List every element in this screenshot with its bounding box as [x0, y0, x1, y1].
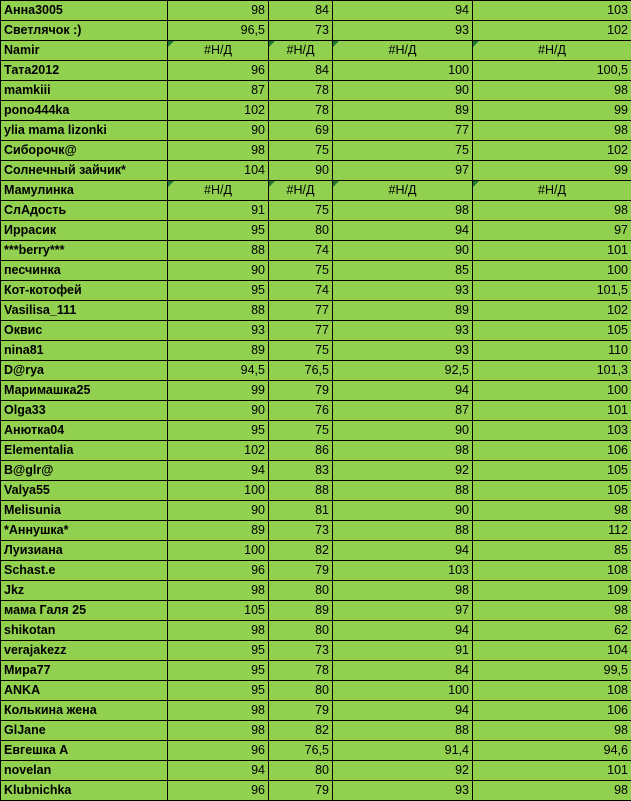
value-cell-col-1[interactable]: 94,5: [168, 361, 269, 381]
value-cell-col-4[interactable]: 103: [473, 1, 631, 21]
table-row: [1, 441, 631, 461]
value-cell-col-4[interactable]: 100: [473, 381, 631, 401]
value-cell-col-4[interactable]: 98: [473, 781, 631, 801]
value-cell-col-1[interactable]: #Н/Д: [168, 181, 269, 201]
value-cell-col-4[interactable]: 99: [473, 161, 631, 181]
value-cell-col-2[interactable]: 73: [269, 521, 333, 541]
table-row: [1, 721, 631, 741]
value-cell-col-2[interactable]: #Н/Д: [269, 41, 333, 61]
table-row: [1, 261, 631, 281]
value-cell-col-4[interactable]: 99: [473, 101, 631, 121]
value-cell-col-3[interactable]: 94: [333, 701, 473, 721]
value-cell-col-1[interactable]: 102: [168, 441, 269, 461]
table-row: [1, 701, 631, 721]
value-cell-col-3[interactable]: 98: [333, 581, 473, 601]
table-row: [1, 1, 631, 21]
name-cell[interactable]: Мира77: [1, 661, 168, 681]
name-cell[interactable]: Кот-котофей: [1, 281, 168, 301]
value-cell-col-3[interactable]: 94: [333, 621, 473, 641]
table-row: [1, 41, 631, 61]
value-cell-col-2[interactable]: 73: [269, 641, 333, 661]
value-cell-col-3[interactable]: 87: [333, 401, 473, 421]
value-cell-col-3[interactable]: 77: [333, 121, 473, 141]
value-cell-col-1[interactable]: 93: [168, 321, 269, 341]
table-row: [1, 381, 631, 401]
value-cell-col-3[interactable]: 90: [333, 81, 473, 101]
value-cell-col-3[interactable]: 92: [333, 461, 473, 481]
value-cell-col-2[interactable]: 84: [269, 1, 333, 21]
value-cell-col-4[interactable]: 104: [473, 641, 631, 661]
value-cell-col-4[interactable]: 101: [473, 761, 631, 781]
name-cell[interactable]: Elementalia: [1, 441, 168, 461]
value-cell-col-2[interactable]: 69: [269, 121, 333, 141]
value-cell-col-4[interactable]: 101: [473, 241, 631, 261]
name-cell[interactable]: Schast.e: [1, 561, 168, 581]
value-cell-col-2[interactable]: 76: [269, 401, 333, 421]
value-cell-col-1[interactable]: 88: [168, 301, 269, 321]
table-row: [1, 221, 631, 241]
table-row: [1, 141, 631, 161]
value-cell-col-4[interactable]: 105: [473, 481, 631, 501]
value-cell-col-4[interactable]: 101,5: [473, 281, 631, 301]
table-row: [1, 81, 631, 101]
value-cell-col-1[interactable]: 95: [168, 421, 269, 441]
name-cell[interactable]: Тата2012: [1, 61, 168, 81]
value-cell-col-2[interactable]: 83: [269, 461, 333, 481]
value-cell-col-3[interactable]: 94: [333, 1, 473, 21]
value-cell-col-4[interactable]: 101: [473, 401, 631, 421]
value-cell-col-2[interactable]: 80: [269, 761, 333, 781]
value-cell-col-1[interactable]: 98: [168, 621, 269, 641]
value-cell-col-3[interactable]: 89: [333, 301, 473, 321]
table-row: [1, 341, 631, 361]
value-cell-col-2[interactable]: 75: [269, 421, 333, 441]
value-cell-col-4[interactable]: #Н/Д: [473, 181, 631, 201]
value-cell-col-2[interactable]: #Н/Д: [269, 181, 333, 201]
value-cell-col-3[interactable]: 93: [333, 321, 473, 341]
value-cell-col-1[interactable]: 100: [168, 481, 269, 501]
value-cell-col-2[interactable]: 79: [269, 781, 333, 801]
table-row: [1, 761, 631, 781]
value-cell-col-1[interactable]: 99: [168, 381, 269, 401]
value-cell-col-4[interactable]: 105: [473, 321, 631, 341]
value-cell-col-3[interactable]: 93: [333, 781, 473, 801]
name-cell[interactable]: Klubnichka: [1, 781, 168, 801]
value-cell-col-2[interactable]: 80: [269, 681, 333, 701]
name-cell[interactable]: Vasilisa_111: [1, 301, 168, 321]
value-cell-col-4[interactable]: 106: [473, 441, 631, 461]
value-cell-col-2[interactable]: 75: [269, 201, 333, 221]
value-cell-col-3[interactable]: 90: [333, 421, 473, 441]
value-cell-col-1[interactable]: 98: [168, 581, 269, 601]
value-cell-col-4[interactable]: 98: [473, 501, 631, 521]
table-row: [1, 161, 631, 181]
value-cell-col-4[interactable]: 102: [473, 141, 631, 161]
table-row: [1, 281, 631, 301]
value-cell-col-4[interactable]: 108: [473, 561, 631, 581]
value-cell-col-2[interactable]: 74: [269, 241, 333, 261]
value-cell-col-1[interactable]: 96: [168, 561, 269, 581]
value-cell-col-2[interactable]: 76,5: [269, 361, 333, 381]
name-cell[interactable]: B@glr@: [1, 461, 168, 481]
value-cell-col-1[interactable]: 102: [168, 101, 269, 121]
value-cell-col-2[interactable]: 79: [269, 701, 333, 721]
name-cell[interactable]: ylia mama lizonki: [1, 121, 168, 141]
value-cell-col-4[interactable]: 98: [473, 721, 631, 741]
value-cell-col-3[interactable]: 103: [333, 561, 473, 581]
value-cell-col-2[interactable]: 78: [269, 661, 333, 681]
name-cell[interactable]: Jkz: [1, 581, 168, 601]
value-cell-col-2[interactable]: 75: [269, 261, 333, 281]
name-cell[interactable]: Valya55: [1, 481, 168, 501]
name-cell[interactable]: ANKA: [1, 681, 168, 701]
table-row: [1, 241, 631, 261]
value-cell-col-3[interactable]: 98: [333, 201, 473, 221]
table-row: [1, 201, 631, 221]
value-cell-col-1[interactable]: 95: [168, 641, 269, 661]
value-cell-col-1[interactable]: 94: [168, 761, 269, 781]
value-cell-col-4[interactable]: 62: [473, 621, 631, 641]
table-row: [1, 181, 631, 201]
value-cell-col-4[interactable]: 105: [473, 461, 631, 481]
value-cell-col-4[interactable]: 98: [473, 121, 631, 141]
value-cell-col-2[interactable]: 88: [269, 481, 333, 501]
value-cell-col-3[interactable]: 97: [333, 161, 473, 181]
value-cell-col-4[interactable]: 98: [473, 81, 631, 101]
value-cell-col-2[interactable]: 77: [269, 321, 333, 341]
name-cell[interactable]: песчинка: [1, 261, 168, 281]
value-cell-col-1[interactable]: 96: [168, 741, 269, 761]
value-cell-col-3[interactable]: 92,5: [333, 361, 473, 381]
value-cell-col-2[interactable]: 75: [269, 341, 333, 361]
table-row: [1, 301, 631, 321]
name-cell[interactable]: Сиборочк@: [1, 141, 168, 161]
value-cell-col-1[interactable]: #Н/Д: [168, 41, 269, 61]
table-row: [1, 421, 631, 441]
value-cell-col-1[interactable]: 95: [168, 661, 269, 681]
value-cell-col-4[interactable]: 99,5: [473, 661, 631, 681]
table-row: [1, 121, 631, 141]
value-cell-col-3[interactable]: 85: [333, 261, 473, 281]
table-row: [1, 401, 631, 421]
value-cell-col-4[interactable]: 110: [473, 341, 631, 361]
value-cell-col-1[interactable]: 95: [168, 681, 269, 701]
name-cell[interactable]: Анютка04: [1, 421, 168, 441]
value-cell-col-1[interactable]: 94: [168, 461, 269, 481]
value-cell-col-3[interactable]: 91: [333, 641, 473, 661]
name-cell[interactable]: novelan: [1, 761, 168, 781]
value-cell-col-3[interactable]: 94: [333, 381, 473, 401]
value-cell-col-4[interactable]: 85: [473, 541, 631, 561]
value-cell-col-1[interactable]: 95: [168, 221, 269, 241]
table-row: [1, 321, 631, 341]
name-cell[interactable]: Иррасик: [1, 221, 168, 241]
value-cell-col-4[interactable]: 106: [473, 701, 631, 721]
name-cell[interactable]: Маримашка25: [1, 381, 168, 401]
value-cell-col-3[interactable]: 90: [333, 501, 473, 521]
value-cell-col-4[interactable]: 108: [473, 681, 631, 701]
value-cell-col-3[interactable]: #Н/Д: [333, 181, 473, 201]
value-cell-col-4[interactable]: 94,6: [473, 741, 631, 761]
name-cell[interactable]: Анна3005: [1, 1, 168, 21]
value-cell-col-2[interactable]: 82: [269, 541, 333, 561]
value-cell-col-1[interactable]: 98: [168, 141, 269, 161]
value-cell-col-1[interactable]: 89: [168, 341, 269, 361]
value-cell-col-3[interactable]: 93: [333, 341, 473, 361]
name-cell[interactable]: ***berry***: [1, 241, 168, 261]
table-row: [1, 641, 631, 661]
value-cell-col-1[interactable]: 90: [168, 121, 269, 141]
value-cell-col-1[interactable]: 96: [168, 781, 269, 801]
value-cell-col-1[interactable]: 105: [168, 601, 269, 621]
value-cell-col-2[interactable]: 80: [269, 581, 333, 601]
value-cell-col-4[interactable]: 100: [473, 261, 631, 281]
name-cell[interactable]: Namir: [1, 41, 168, 61]
value-cell-col-3[interactable]: 97: [333, 601, 473, 621]
value-cell-col-1[interactable]: 104: [168, 161, 269, 181]
value-cell-col-3[interactable]: 88: [333, 521, 473, 541]
value-cell-col-2[interactable]: 82: [269, 721, 333, 741]
value-cell-col-2[interactable]: 80: [269, 621, 333, 641]
value-cell-col-4[interactable]: 101,3: [473, 361, 631, 381]
value-cell-col-2[interactable]: 75: [269, 141, 333, 161]
name-cell[interactable]: СлАдость: [1, 201, 168, 221]
value-cell-col-1[interactable]: 100: [168, 541, 269, 561]
name-cell[interactable]: Мамулинка: [1, 181, 168, 201]
table-row: [1, 601, 631, 621]
table-row: [1, 101, 631, 121]
value-cell-col-2[interactable]: 79: [269, 561, 333, 581]
name-cell[interactable]: Melisunia: [1, 501, 168, 521]
table-row: [1, 621, 631, 641]
value-cell-col-4[interactable]: 112: [473, 521, 631, 541]
value-cell-col-2[interactable]: 74: [269, 281, 333, 301]
value-cell-col-4[interactable]: #Н/Д: [473, 41, 631, 61]
table-row: [1, 361, 631, 381]
value-cell-col-1[interactable]: 98: [168, 1, 269, 21]
value-cell-col-2[interactable]: 80: [269, 221, 333, 241]
value-cell-col-4[interactable]: 102: [473, 21, 631, 41]
name-cell[interactable]: nina81: [1, 341, 168, 361]
table-row: [1, 781, 631, 801]
value-cell-col-3[interactable]: 100: [333, 681, 473, 701]
value-cell-col-2[interactable]: 77: [269, 301, 333, 321]
value-cell-col-3[interactable]: 88: [333, 721, 473, 741]
value-cell-col-3[interactable]: 88: [333, 481, 473, 501]
name-cell[interactable]: Солнечный зайчик*: [1, 161, 168, 181]
value-cell-col-3[interactable]: 90: [333, 241, 473, 261]
value-cell-col-4[interactable]: 103: [473, 421, 631, 441]
name-cell[interactable]: mamkiii: [1, 81, 168, 101]
name-cell[interactable]: GlJane: [1, 721, 168, 741]
value-cell-col-1[interactable]: 98: [168, 721, 269, 741]
value-cell-col-1[interactable]: 96: [168, 61, 269, 81]
value-cell-col-4[interactable]: 97: [473, 221, 631, 241]
name-cell[interactable]: Светлячок :): [1, 21, 168, 41]
value-cell-col-1[interactable]: 89: [168, 521, 269, 541]
value-cell-col-3[interactable]: 100: [333, 61, 473, 81]
value-cell-col-1[interactable]: 90: [168, 501, 269, 521]
table-row: [1, 741, 631, 761]
value-cell-col-3[interactable]: 93: [333, 281, 473, 301]
value-cell-col-2[interactable]: 84: [269, 61, 333, 81]
value-cell-col-1[interactable]: 90: [168, 401, 269, 421]
name-cell[interactable]: Оквис: [1, 321, 168, 341]
name-cell[interactable]: Луизиана: [1, 541, 168, 561]
value-cell-col-2[interactable]: 81: [269, 501, 333, 521]
value-cell-col-2[interactable]: 79: [269, 381, 333, 401]
value-cell-col-1[interactable]: 91: [168, 201, 269, 221]
table-row: [1, 521, 631, 541]
value-cell-col-4[interactable]: 100,5: [473, 61, 631, 81]
table-row: [1, 461, 631, 481]
value-cell-col-4[interactable]: 109: [473, 581, 631, 601]
name-cell[interactable]: Евгешка А: [1, 741, 168, 761]
value-cell-col-2[interactable]: 89: [269, 601, 333, 621]
name-cell[interactable]: мама Галя 25: [1, 601, 168, 621]
value-cell-col-2[interactable]: 90: [269, 161, 333, 181]
table-row: [1, 481, 631, 501]
value-cell-col-2[interactable]: 73: [269, 21, 333, 41]
table-row: [1, 661, 631, 681]
value-cell-col-1[interactable]: 95: [168, 281, 269, 301]
table-row: [1, 541, 631, 561]
table-row: [1, 21, 631, 41]
table-row: [1, 61, 631, 81]
value-cell-col-3[interactable]: 94: [333, 221, 473, 241]
table-row: [1, 501, 631, 521]
value-cell-col-3[interactable]: 89: [333, 101, 473, 121]
value-cell-col-3[interactable]: 84: [333, 661, 473, 681]
name-cell[interactable]: Olga33: [1, 401, 168, 421]
value-cell-col-1[interactable]: 87: [168, 81, 269, 101]
name-cell[interactable]: pono444ka: [1, 101, 168, 121]
value-cell-col-1[interactable]: 98: [168, 701, 269, 721]
value-cell-col-3[interactable]: 91,4: [333, 741, 473, 761]
value-cell-col-2[interactable]: 78: [269, 101, 333, 121]
table-row: [1, 681, 631, 701]
name-cell[interactable]: *Аннушка*: [1, 521, 168, 541]
value-cell-col-1[interactable]: 88: [168, 241, 269, 261]
value-cell-col-3[interactable]: 98: [333, 441, 473, 461]
value-cell-col-3[interactable]: 75: [333, 141, 473, 161]
value-cell-col-3[interactable]: 93: [333, 21, 473, 41]
name-cell[interactable]: D@rya: [1, 361, 168, 381]
value-cell-col-3[interactable]: 92: [333, 761, 473, 781]
table-row: [1, 561, 631, 581]
value-cell-col-1[interactable]: 96,5: [168, 21, 269, 41]
value-cell-col-4[interactable]: 102: [473, 301, 631, 321]
value-cell-col-4[interactable]: 98: [473, 201, 631, 221]
value-cell-col-2[interactable]: 78: [269, 81, 333, 101]
value-cell-col-2[interactable]: 86: [269, 441, 333, 461]
value-cell-col-3[interactable]: 94: [333, 541, 473, 561]
spreadsheet-body: [1, 1, 631, 801]
name-cell[interactable]: verajakezz: [1, 641, 168, 661]
name-cell[interactable]: shikotan: [1, 621, 168, 641]
value-cell-col-2[interactable]: 76,5: [269, 741, 333, 761]
value-cell-col-4[interactable]: 98: [473, 601, 631, 621]
name-cell[interactable]: Колькина жена: [1, 701, 168, 721]
value-cell-col-3[interactable]: #Н/Д: [333, 41, 473, 61]
table-row: [1, 581, 631, 601]
value-cell-col-1[interactable]: 90: [168, 261, 269, 281]
